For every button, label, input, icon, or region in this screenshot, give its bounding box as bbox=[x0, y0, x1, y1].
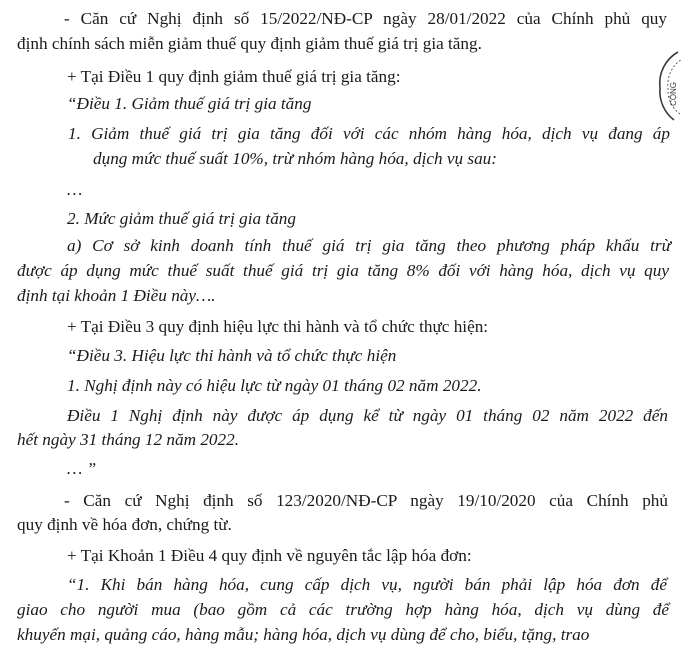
ellipsis: … bbox=[67, 180, 83, 199]
paragraph-line: được áp dụng mức thuế suất thuế giá trị gia tăng 8% đối với hàng hóa, dịch vụ quy bbox=[17, 261, 669, 280]
paragraph-line: a) Cơ sở kinh doanh tính thuế giá trị gia tăng theo phương pháp khấu trừ bbox=[67, 236, 671, 255]
stamp-mark bbox=[654, 48, 681, 128]
paragraph-line: 1. Giảm thuế giá trị gia tăng đối với các nhóm hàng hóa, dịch vụ đang áp bbox=[68, 124, 670, 143]
paragraph-line: 2. Mức giảm thuế giá trị gia tăng bbox=[67, 209, 296, 228]
paragraph-line: dụng mức thuế suất 10%, trừ nhóm hàng hóa, dịch vụ sau: bbox=[93, 149, 497, 168]
paragraph-line: + Tại Khoản 1 Điều 4 quy định về nguyên tắc lập hóa đơn: bbox=[67, 546, 472, 565]
paragraph-line: hết ngày 31 tháng 12 năm 2022. bbox=[17, 430, 239, 449]
quote-heading: “Điều 1. Giảm thuế giá trị gia tăng bbox=[67, 94, 312, 113]
paragraph-line: + Tại Điều 1 quy định giảm thuế giá trị gia tăng: bbox=[67, 67, 401, 86]
paragraph-line: định tại khoản 1 Điều này…. bbox=[17, 286, 216, 305]
quote-heading: “Điều 3. Hiệu lực thi hành và tổ chức thực hiện bbox=[67, 346, 397, 365]
ellipsis: … ” bbox=[67, 459, 97, 478]
paragraph-line: - Căn cứ Nghị định số 15/2022/NĐ-CP ngày 28/01/2022 của Chính phủ quy bbox=[64, 9, 667, 28]
paragraph-line: “1. Khi bán hàng hóa, cung cấp dịch vụ, người bán phải lập hóa đơn để bbox=[67, 575, 667, 594]
paragraph-line: Điều 1 Nghị định này được áp dụng kể từ ngày 01 tháng 02 năm 2022 đến bbox=[67, 406, 668, 425]
paragraph-line: giao cho người mua (bao gồm cả các trường hợp hàng hóa, dịch vụ dùng để bbox=[17, 600, 669, 619]
paragraph-line: - Căn cứ Nghị định số 123/2020/NĐ-CP ngày 19/10/2020 của Chính phủ bbox=[64, 491, 668, 510]
paragraph-line: khuyến mại, quảng cáo, hàng mẫu; hàng hóa, dịch vụ dùng để cho, biếu, tặng, trao bbox=[17, 625, 590, 644]
stamp-lettering: CỘNG bbox=[669, 82, 678, 106]
paragraph-line: quy định về hóa đơn, chứng từ. bbox=[17, 515, 232, 534]
paragraph-line: + Tại Điều 3 quy định hiệu lực thi hành và tổ chức thực hiện: bbox=[67, 317, 489, 336]
paragraph-line: 1. Nghị định này có hiệu lực từ ngày 01 tháng 02 năm 2022. bbox=[67, 376, 482, 395]
paragraph-line: định chính sách miễn giảm thuế quy định giảm thuế giá trị gia tăng. bbox=[17, 34, 482, 53]
